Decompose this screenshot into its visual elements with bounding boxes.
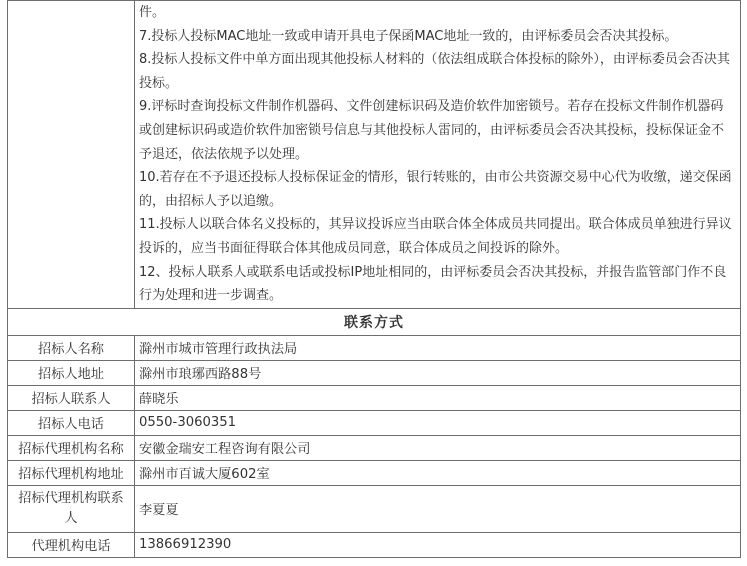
contact-label: 招标人名称 — [8, 335, 135, 360]
contact-value: 薛晓乐 — [135, 385, 741, 410]
requirements-row — [8, 1, 741, 309]
requirement-item: 件。 — [139, 5, 166, 20]
tender-announcement-table — [7, 0, 741, 558]
contact-label: 招标人电话 — [8, 410, 135, 435]
requirements-label-cell — [8, 1, 135, 309]
contact-value: 0550-3060351 — [135, 410, 741, 435]
requirement-item: 8.投标人投标文件中单方面出现其他投标人材料的（依法组成联合体投标的除外），由评标委员会否决其投标。 — [139, 52, 730, 91]
contact-value: 滁州市百诚大厦602室 — [135, 460, 741, 485]
contact-row — [8, 460, 741, 485]
contact-label: 招标代理机构联系人 — [8, 485, 135, 532]
contact-section-header-row — [8, 308, 741, 335]
requirement-item: 7.投标人投标MAC地址一致或申请开具电子保函MAC地址一致的，由评标委员会否决其投标。 — [139, 28, 678, 44]
contact-value: 13866912390 — [135, 532, 741, 557]
contact-value: 滁州市琅琊西路88号 — [135, 360, 741, 385]
requirement-item: 12、投标人联系人或联系电话或投标IP地址相同的，由评标委员会否决其投标，并报告监管部门作不良行为处理和进一步调查。 — [139, 264, 727, 304]
contact-section-title: 联系方式 — [8, 308, 741, 335]
contact-label: 招标代理机构名称 — [8, 435, 135, 460]
requirement-item: 9.评标时查询投标文件制作机器码、文件创建标识码及造价软件加密锁号。若存在投标文件制作机器码或创建标识码或造价软件加密锁号信息与其他投标人雷同的，由评标委员会否决其投标，投标保证金不予退还，依法依规予以处理。 — [139, 99, 725, 162]
contact-row — [8, 532, 741, 557]
contact-label: 招标代理机构地址 — [8, 460, 135, 485]
contact-row — [8, 410, 741, 435]
contact-row — [8, 385, 741, 410]
requirements-notes — [135, 1, 741, 309]
contact-label: 招标人联系人 — [8, 385, 135, 410]
requirement-item: 11.投标人以联合体名义投标的，其异议投诉应当由联合体全体成员共同提出。联合体成员单独进行异议投诉的，应当书面征得联合体其他成员同意，联合体成员之间投诉的除外。 — [139, 217, 732, 256]
requirement-item: 10.若存在不予退还投标人投标保证金的情形，银行转账的，由市公共资源交易中心代为收缴，递交保函的，由招标人予以追缴。 — [139, 170, 732, 209]
contact-label: 招标人地址 — [8, 360, 135, 385]
contact-row — [8, 485, 741, 532]
contact-row — [8, 335, 741, 360]
contact-value: 安徽金瑞安工程咨询有限公司 — [135, 435, 741, 460]
contact-row — [8, 360, 741, 385]
contact-value: 滁州市城市管理行政执法局 — [135, 335, 741, 360]
contact-row — [8, 435, 741, 460]
contact-value: 李夏夏 — [135, 485, 741, 532]
contact-label: 代理机构电话 — [8, 532, 135, 557]
